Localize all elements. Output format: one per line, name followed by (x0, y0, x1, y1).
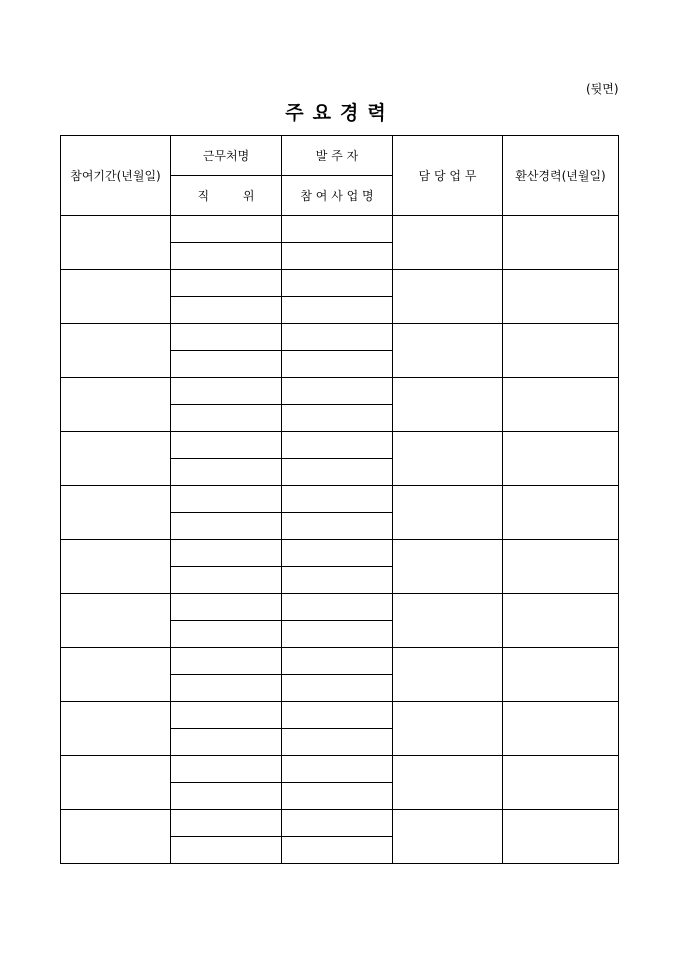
project-cell[interactable] (282, 621, 393, 648)
converted-cell[interactable] (503, 270, 619, 324)
client-cell[interactable] (282, 270, 393, 297)
project-cell[interactable] (282, 297, 393, 324)
client-cell[interactable] (282, 378, 393, 405)
header-position: 직 위 (171, 176, 282, 216)
client-cell[interactable] (282, 810, 393, 837)
page-title: 주요경력 (285, 102, 395, 124)
position-cell[interactable] (171, 297, 282, 324)
workplace-cell[interactable] (171, 324, 282, 351)
duty-cell[interactable] (393, 216, 503, 270)
position-cell[interactable] (171, 567, 282, 594)
period-cell[interactable] (61, 756, 171, 810)
client-cell[interactable] (282, 756, 393, 783)
period-cell[interactable] (61, 216, 171, 270)
position-cell[interactable] (171, 351, 282, 378)
entry-row (61, 702, 619, 729)
position-cell[interactable] (171, 675, 282, 702)
position-cell[interactable] (171, 513, 282, 540)
client-cell[interactable] (282, 594, 393, 621)
duty-cell[interactable] (393, 594, 503, 648)
position-cell[interactable] (171, 837, 282, 864)
duty-cell[interactable] (393, 432, 503, 486)
project-cell[interactable] (282, 675, 393, 702)
converted-cell[interactable] (503, 648, 619, 702)
project-cell[interactable] (282, 567, 393, 594)
duty-cell[interactable] (393, 648, 503, 702)
entry-row (61, 324, 619, 351)
header-period: 참여기간(년월일) (61, 136, 171, 216)
period-cell[interactable] (61, 702, 171, 756)
entry-row (61, 756, 619, 783)
header-converted: 환산경력(년월일) (503, 136, 619, 216)
back-page-note: (뒷면) (586, 82, 619, 96)
duty-cell[interactable] (393, 378, 503, 432)
client-cell[interactable] (282, 486, 393, 513)
converted-cell[interactable] (503, 378, 619, 432)
client-cell[interactable] (282, 540, 393, 567)
workplace-cell[interactable] (171, 378, 282, 405)
entry-row (61, 810, 619, 837)
period-cell[interactable] (61, 594, 171, 648)
duty-cell[interactable] (393, 270, 503, 324)
duty-cell[interactable] (393, 702, 503, 756)
client-cell[interactable] (282, 324, 393, 351)
entry-row (61, 432, 619, 459)
workplace-cell[interactable] (171, 540, 282, 567)
converted-cell[interactable] (503, 486, 619, 540)
header-client: 발 주 자 (282, 136, 393, 176)
client-cell[interactable] (282, 648, 393, 675)
period-cell[interactable] (61, 378, 171, 432)
entry-row (61, 216, 619, 243)
position-cell[interactable] (171, 621, 282, 648)
workplace-cell[interactable] (171, 270, 282, 297)
period-cell[interactable] (61, 324, 171, 378)
converted-cell[interactable] (503, 702, 619, 756)
duty-cell[interactable] (393, 486, 503, 540)
entry-row (61, 486, 619, 513)
workplace-cell[interactable] (171, 756, 282, 783)
project-cell[interactable] (282, 405, 393, 432)
position-cell[interactable] (171, 783, 282, 810)
converted-cell[interactable] (503, 324, 619, 378)
workplace-cell[interactable] (171, 648, 282, 675)
duty-cell[interactable] (393, 540, 503, 594)
workplace-cell[interactable] (171, 810, 282, 837)
duty-cell[interactable] (393, 324, 503, 378)
entry-row (61, 540, 619, 567)
converted-cell[interactable] (503, 432, 619, 486)
header-project: 참 여 사 업 명 (282, 176, 393, 216)
workplace-cell[interactable] (171, 702, 282, 729)
client-cell[interactable] (282, 216, 393, 243)
converted-cell[interactable] (503, 594, 619, 648)
workplace-cell[interactable] (171, 216, 282, 243)
project-cell[interactable] (282, 837, 393, 864)
converted-cell[interactable] (503, 216, 619, 270)
project-cell[interactable] (282, 783, 393, 810)
client-cell[interactable] (282, 432, 393, 459)
period-cell[interactable] (61, 432, 171, 486)
period-cell[interactable] (61, 540, 171, 594)
duty-cell[interactable] (393, 810, 503, 864)
period-cell[interactable] (61, 648, 171, 702)
converted-cell[interactable] (503, 540, 619, 594)
position-cell[interactable] (171, 243, 282, 270)
workplace-cell[interactable] (171, 432, 282, 459)
project-cell[interactable] (282, 513, 393, 540)
position-cell[interactable] (171, 405, 282, 432)
project-cell[interactable] (282, 459, 393, 486)
header-workplace: 근무처명 (171, 136, 282, 176)
entry-row (61, 648, 619, 675)
position-cell[interactable] (171, 459, 282, 486)
entry-row (61, 270, 619, 297)
project-cell[interactable] (282, 729, 393, 756)
workplace-cell[interactable] (171, 594, 282, 621)
converted-cell[interactable] (503, 756, 619, 810)
converted-cell[interactable] (503, 810, 619, 864)
project-cell[interactable] (282, 351, 393, 378)
period-cell[interactable] (61, 270, 171, 324)
workplace-cell[interactable] (171, 486, 282, 513)
period-cell[interactable] (61, 810, 171, 864)
entry-row (61, 594, 619, 621)
project-cell[interactable] (282, 243, 393, 270)
position-cell[interactable] (171, 729, 282, 756)
career-table (60, 135, 619, 864)
header-row-top (61, 136, 619, 176)
entry-row (61, 378, 619, 405)
period-cell[interactable] (61, 486, 171, 540)
duty-cell[interactable] (393, 756, 503, 810)
header-duty: 담 당 업 무 (393, 136, 503, 216)
client-cell[interactable] (282, 702, 393, 729)
